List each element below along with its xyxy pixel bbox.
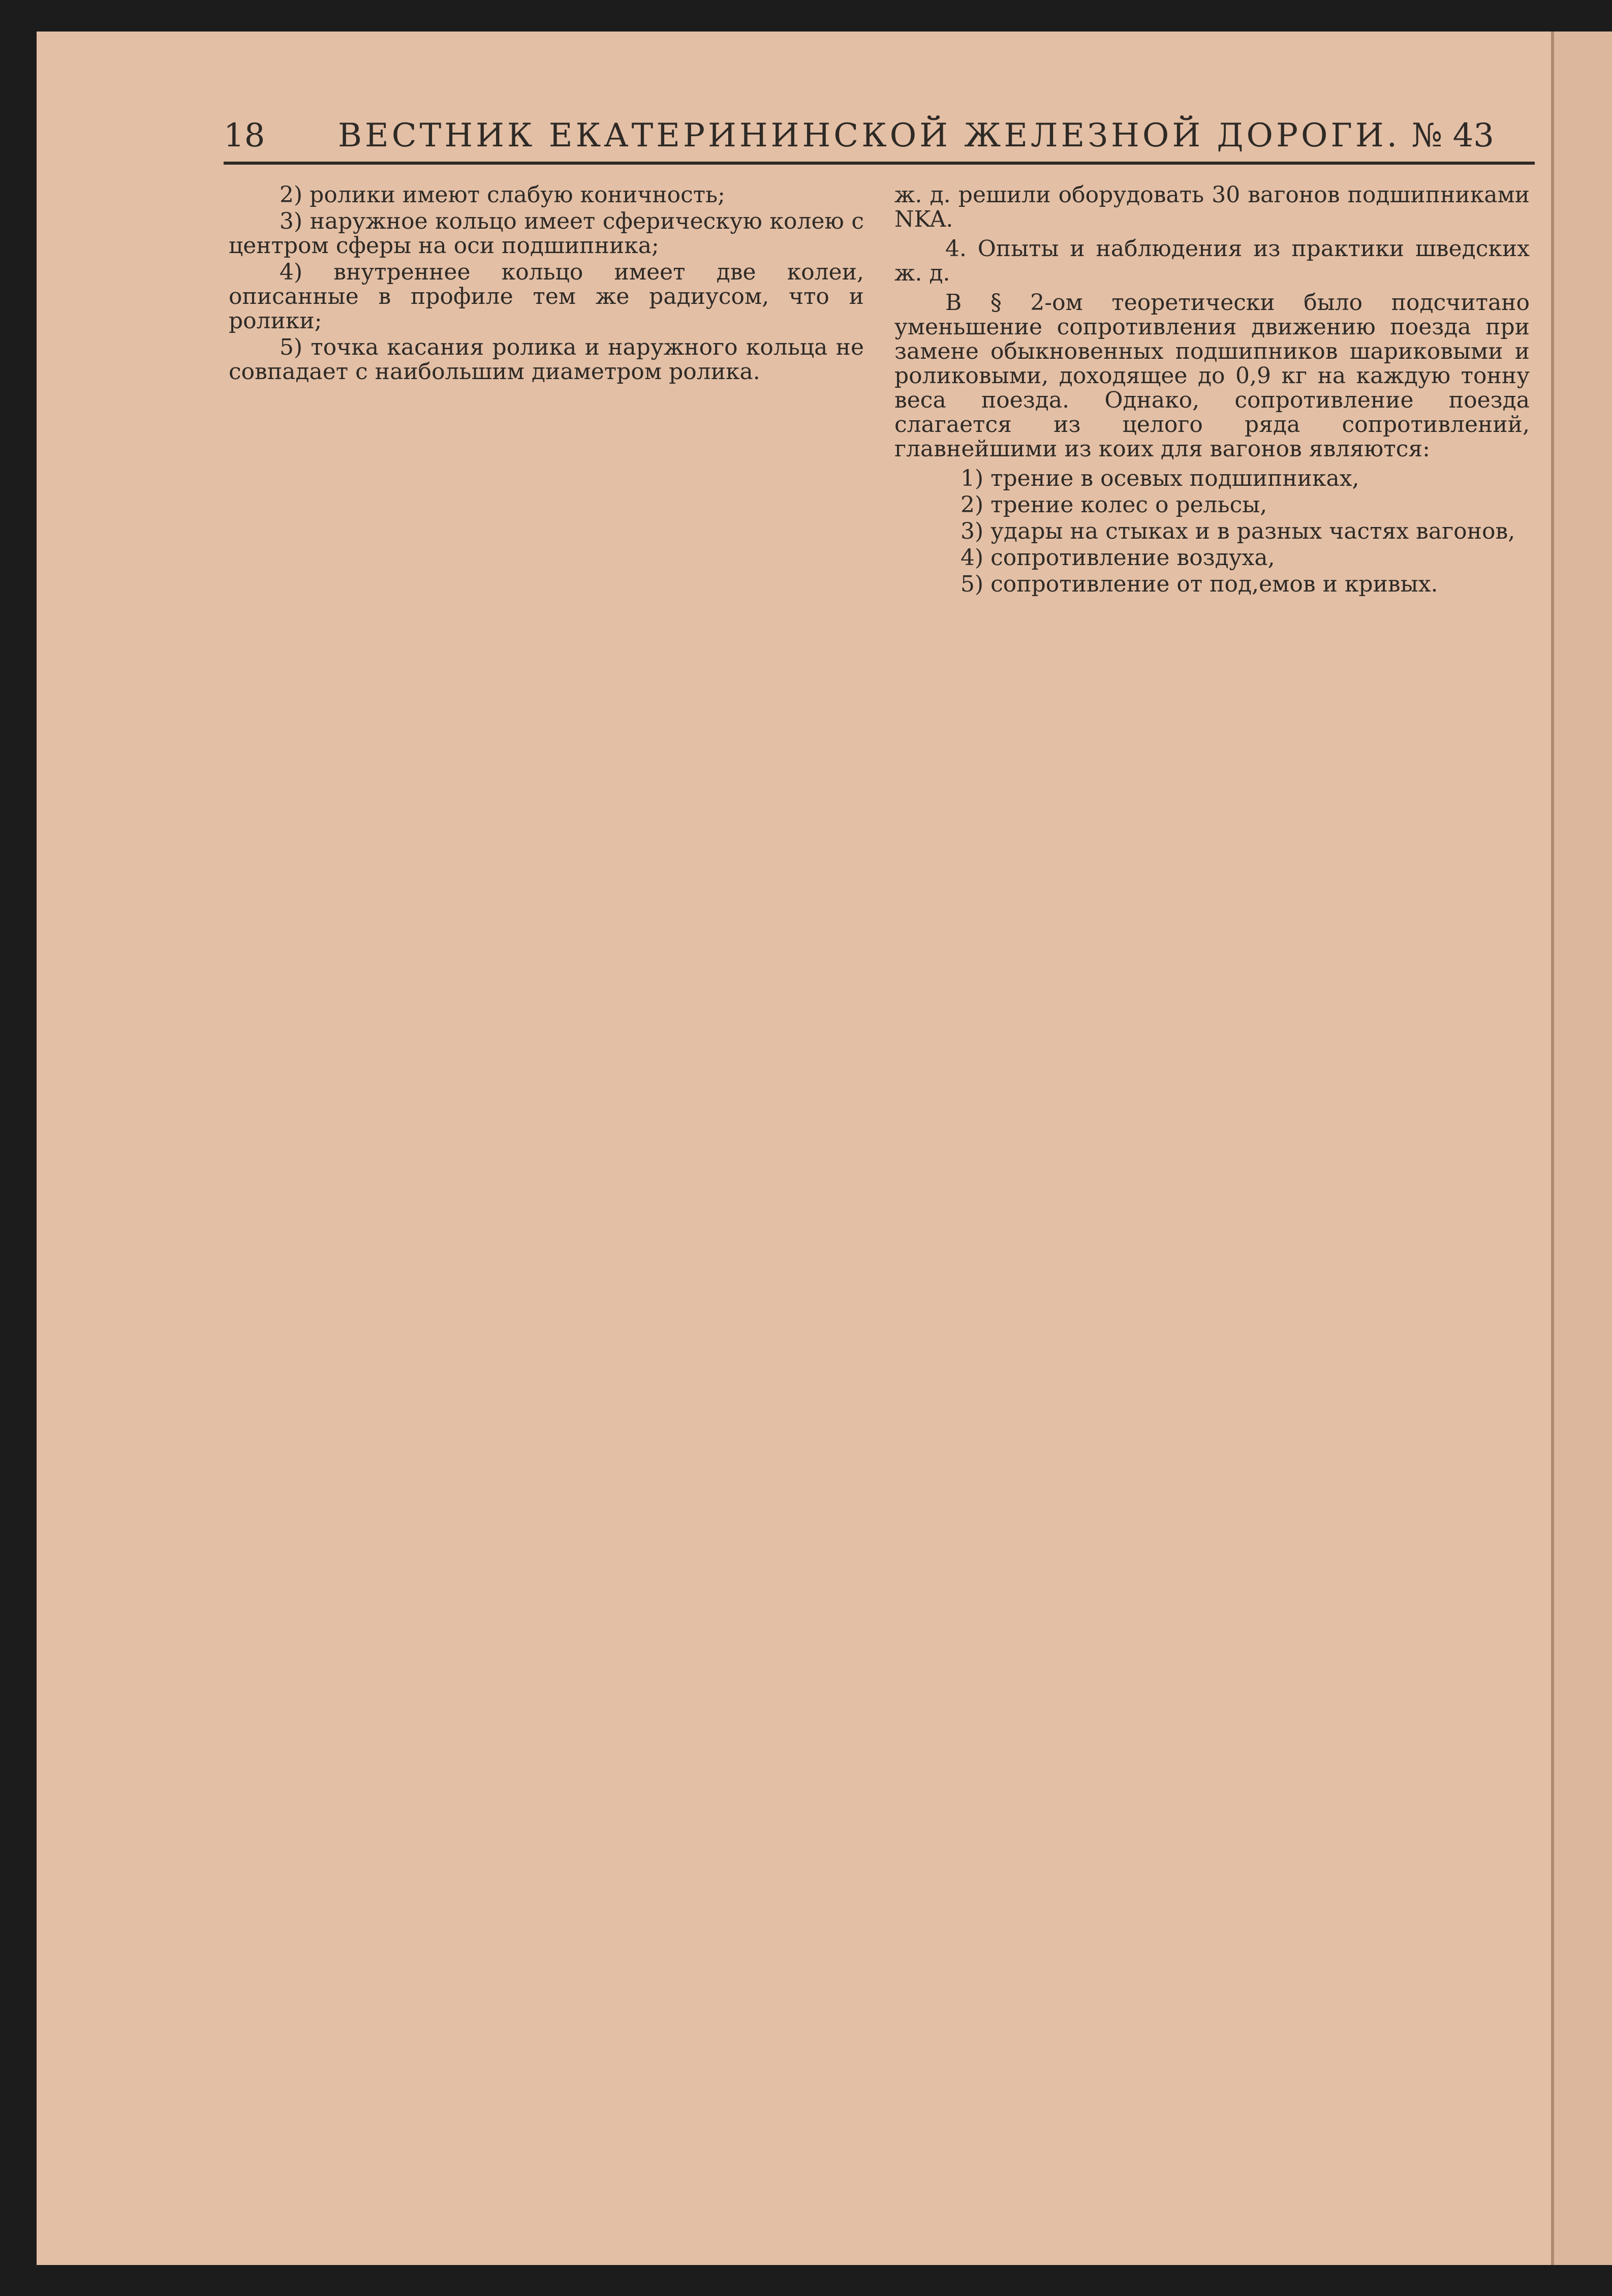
- list-item: 4) сопротивление воздуха,: [960, 545, 1275, 571]
- left-paragraph: 4) внутреннее кольцо имеет две колеи, описанные в профиле тем же радиусом, что и ролики;: [229, 259, 864, 334]
- running-header: [224, 91, 1514, 168]
- page-number: 18: [224, 117, 265, 154]
- section-heading: 4. Опыты и наблюдения из практики шведских ж. д.: [894, 236, 1530, 286]
- left-paragraph: 3) наружное кольцо имеет сферическую колею с центром сферы на оси подшипника;: [229, 208, 864, 259]
- left-paragraph: 5) точка касания ролика и наружного кольца не совпадает с наибольшим диаметром ролика.: [229, 334, 864, 385]
- right-paragraph: В § 2-ом теоретически было подсчитано уменьшение сопротивления движению поезда при замене обыкновенных подшипников шариковыми и роликовыми, доходящее до 0,9 кг на каждую тонну веса поезда. Однако, сопротивление поезда слагается из целого ряда сопротивлений, главнейшими из коих для вагонов являются:: [894, 290, 1530, 462]
- journal-title: ВЕСТНИК ЕКАТЕРИНИНСКОЙ ЖЕЛЕЗНОЙ ДОРОГИ.: [337, 117, 1401, 154]
- left-column: [229, 183, 864, 386]
- right-paragraph: ж. д. решили оборудовать 30 вагонов подшипниками NKA.: [894, 182, 1530, 232]
- list-item: 2) трение колес о рельсы,: [960, 492, 1267, 518]
- list-item: 1) трение в осевых подшипниках,: [960, 466, 1359, 491]
- list-item: 3) удары на стыках и в разных частях вагонов,: [960, 518, 1515, 544]
- facing-page-edge: [1551, 32, 1612, 2265]
- header-rule: [224, 162, 1535, 165]
- issue-number: № 43: [1411, 117, 1494, 154]
- list-item: 5) сопротивление от под,емов и кривых.: [960, 571, 1438, 597]
- left-paragraph: 2) ролики имеют слабую коничность;: [280, 182, 725, 208]
- right-column: [894, 183, 1530, 599]
